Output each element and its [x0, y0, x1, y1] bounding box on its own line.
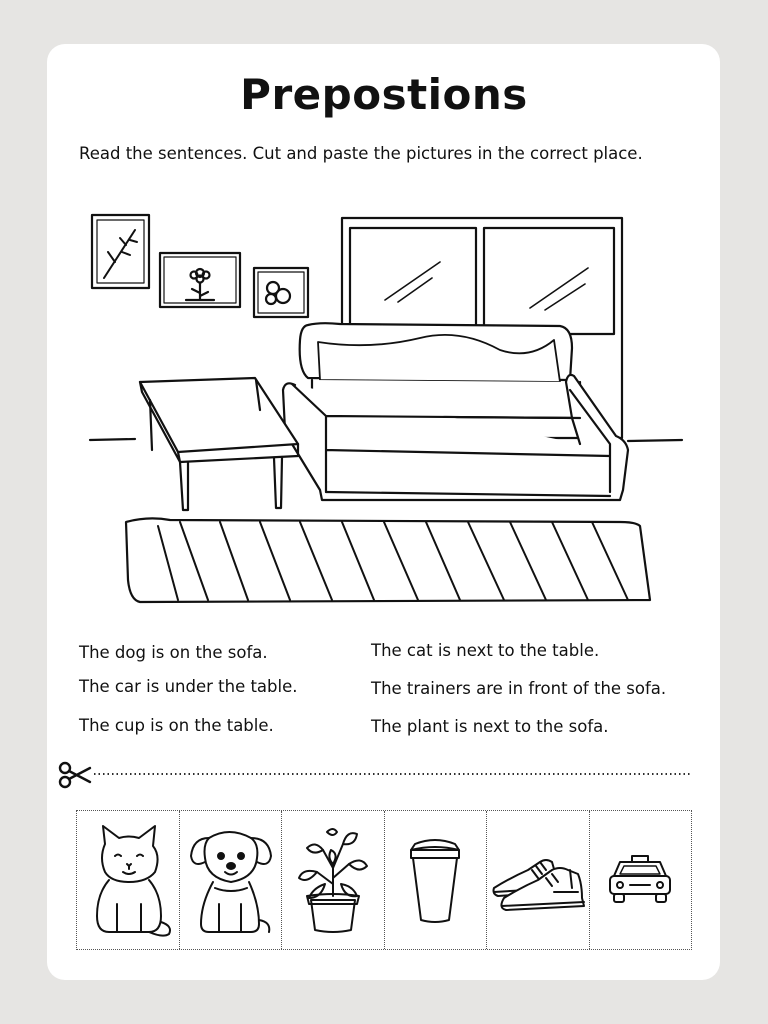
dog-icon: [185, 824, 275, 936]
instructions-text: Read the sentences. Cut and paste the pictures in the correct place.: [79, 144, 643, 163]
sofa: [283, 323, 628, 500]
cutout-plant[interactable]: [282, 811, 385, 949]
table: [140, 378, 298, 510]
sentence-trainers: The trainers are in front of the sofa.: [371, 679, 667, 698]
trainers-icon: [490, 848, 586, 912]
sentence-cat: The cat is next to the table.: [371, 641, 600, 660]
page-title: Prepostions: [240, 70, 528, 119]
living-room-illustration: [80, 200, 690, 610]
scissors-icon: [60, 763, 90, 787]
cutout-cards: [76, 810, 692, 950]
sentence-dog: The dog is on the sofa.: [79, 643, 268, 662]
sentence-cup: The cup is on the table.: [79, 716, 274, 735]
sentence-car: The car is under the table.: [79, 677, 298, 696]
circles-picture-frame: [254, 268, 308, 317]
cup-icon: [405, 834, 465, 926]
cutout-cup[interactable]: [385, 811, 488, 949]
branch-picture-frame: [92, 215, 149, 288]
sentence-plant: The plant is next to the sofa.: [371, 717, 609, 736]
cutout-trainers[interactable]: [487, 811, 590, 949]
cut-line: [58, 760, 698, 790]
flower-picture-frame: [160, 253, 240, 307]
cutout-dog[interactable]: [180, 811, 283, 949]
cat-icon: [83, 822, 173, 938]
cutout-car[interactable]: [590, 811, 692, 949]
car-icon: [606, 854, 674, 906]
cutout-cat[interactable]: [77, 811, 180, 949]
potted-plant-icon: [287, 824, 379, 936]
rug: [126, 518, 650, 602]
